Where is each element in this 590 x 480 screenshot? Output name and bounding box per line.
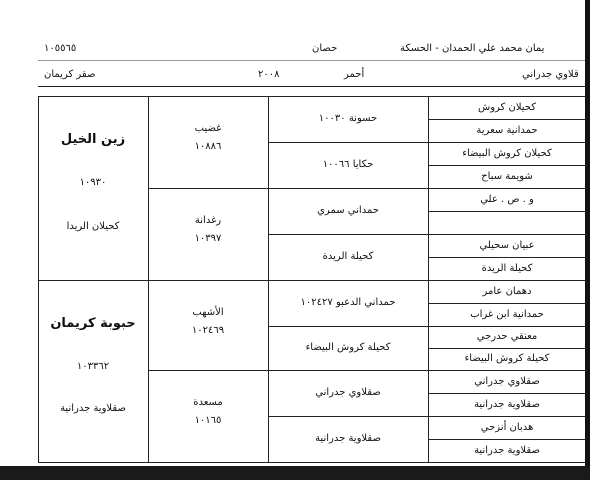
gen3-entry: حمداني سمري — [317, 205, 379, 216]
gen2-name: مسعدة — [193, 397, 223, 408]
gen4-entry: دهمان عامر — [482, 285, 532, 297]
header-divider-top — [38, 60, 586, 61]
gen3-entry: حكايا ١٠٠٦٦ — [322, 159, 374, 170]
gen2-name: الأشهب — [192, 307, 224, 318]
gen2-reg: ١٠١٦٥ — [194, 415, 222, 426]
gen4-entry: عبيان سحيلي — [479, 239, 535, 251]
gen3-entry: صقلاوي جدراني — [315, 387, 381, 398]
horse-type: حصان — [312, 43, 338, 54]
dam-name: حبوبة كريمان — [50, 316, 136, 331]
gen4-entry: صقلاوية جدرانية — [474, 398, 540, 410]
dam-strain: صقلاوية جدرانية — [60, 403, 126, 414]
gen3-entry: كحيلة كروش البيضاء — [305, 342, 391, 353]
breeder-name: صقر كريمان — [44, 69, 96, 80]
birth-year: ٢٠٠٨ — [258, 69, 280, 80]
sire-strain: كحيلان الريدا — [66, 221, 120, 232]
gen2-reg: ١٠٢٤٦٩ — [191, 325, 225, 336]
gen4-entry: صقلاوي جدراني — [474, 375, 540, 387]
horse-strain: قلاوي جدراني — [522, 69, 579, 80]
horse-color: أحمر — [344, 69, 365, 80]
gen4-entry: كحيلان كروش — [477, 101, 537, 113]
gen4-entry: حمدانية ابن غراب — [470, 308, 544, 320]
gen3-entry: صقلاوية جدرانية — [315, 433, 381, 444]
header-divider-bottom — [38, 86, 586, 87]
bottom-shadow-bar — [0, 466, 590, 480]
right-edge-shadow — [585, 0, 590, 480]
gen4-entry — [428, 211, 586, 234]
gen4-entry: كحيلة الريدة — [481, 262, 533, 274]
sire-reg: ١٠٩٣٠ — [79, 177, 107, 188]
gen2-reg: ١٠٨٨٦ — [194, 141, 222, 152]
gen2-name: غضيب — [194, 123, 222, 134]
sire-name: زين الخيل — [60, 132, 126, 147]
gen2-reg: ١٠٣٩٧ — [194, 233, 222, 244]
gen4-entry: هدبان أنزحي — [480, 421, 534, 433]
gen3-entry: حسونة ١٠٠٣٠ — [318, 113, 378, 124]
gen4-entry: شويمة سباح — [481, 170, 533, 182]
gen3-entry: كحيلة الريدة — [322, 251, 374, 262]
gen2-name: رغدانة — [194, 215, 222, 226]
gen4-entry: معنقي حدرجي — [476, 331, 538, 342]
gen4-entry: و . ص . علي — [480, 193, 534, 205]
gen3-entry: حمداني الدعبو ١٠٢٤٢٧ — [300, 297, 396, 308]
registration-number: ١٠٥٥٦٥ — [44, 43, 77, 54]
dam-reg: ١٠٣٣٦٢ — [76, 361, 110, 372]
gen4-entry: كحيلة كروش البيضاء — [464, 353, 550, 364]
gen4-entry: صقلاوية جدرانية — [474, 444, 540, 456]
gen4-entry: كحيلان كروش البيضاء — [462, 147, 552, 159]
gen4-entry: حمدانية سعرية — [476, 124, 538, 136]
owner-name: يمان محمد علي الحمدان - الحسكة — [400, 43, 545, 54]
grid-bottom — [38, 462, 586, 463]
